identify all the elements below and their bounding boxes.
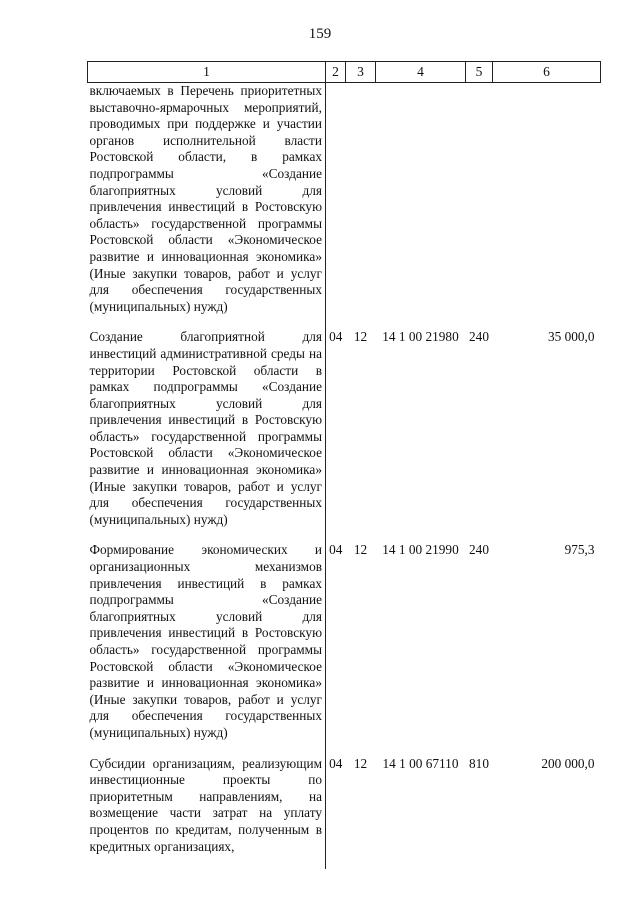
row-description: включаемых в Перечень приоритетных выставочно-ярмарочных мероприятий, проводимых при поддержке и участии органов исполнительной власти Ростовской области, в рамках подпрограммы «Создание благоприятных условий для привлечения инвестиций в Ростовскую область» государственной программы Ростовской области «Экономическое развитие и инновационная экономика» (Иные закупки товаров, работ и услуг для обеспечения государственных (муниципальных) нужд) xyxy=(88,83,326,330)
budget-table xyxy=(87,61,601,869)
row-subsection-code: 12 xyxy=(353,755,368,771)
row-section-code xyxy=(326,83,346,330)
row-target-article-code: 14 1 00 21990 xyxy=(382,542,459,558)
row-subsection-code: 12 xyxy=(353,542,368,558)
row-description: Формирование экономических и организационных механизмов привлечения инвестиций в рамках подпрограммы «Создание благоприятных условий для привлечения инвестиций в Ростовскую область» государственной программы Ростовской области «Экономическое развитие и инновационная экономика» (Иные закупки товаров, работ и услуг для обеспечения государственных (муниципальных) нужд) xyxy=(88,542,326,755)
row-amount: 975,3 xyxy=(564,542,595,558)
row-amount xyxy=(493,83,601,330)
row-target-article-code: 14 1 00 67110 xyxy=(382,755,459,771)
row-amount: 35 000,0 xyxy=(547,329,595,345)
column-header: 6 xyxy=(493,62,601,83)
row-expense-type-code: 240 xyxy=(469,542,489,558)
row-section-code: 04 xyxy=(329,329,343,345)
row-subsection-code xyxy=(346,83,376,330)
row-target-article-code xyxy=(376,83,466,330)
row-expense-type-code: 240 xyxy=(469,329,489,345)
column-header: 2 xyxy=(326,62,346,83)
table-row xyxy=(88,83,601,330)
row-subsection-code: 12 xyxy=(353,329,368,345)
table-row xyxy=(88,756,601,870)
row-expense-type-code: 810 xyxy=(469,755,489,771)
column-header: 4 xyxy=(376,62,466,83)
column-header: 3 xyxy=(346,62,376,83)
row-description: Субсидии организациям, реализующим инвестиционные проекты по приоритетным направлениям, на возмещение части затрат на уплату процентов по кредитам, полученным в кредитных организациях, xyxy=(88,756,326,870)
table-row xyxy=(88,542,601,755)
column-header: 5 xyxy=(466,62,493,83)
row-amount: 200 000,0 xyxy=(541,755,595,771)
row-target-article-code: 14 1 00 21980 xyxy=(382,329,459,345)
column-header: 1 xyxy=(88,62,326,83)
row-section-code: 04 xyxy=(329,542,343,558)
row-description: Создание благоприятной для инвестиций административной среды на территории Ростовской области в рамках подпрограммы «Создание благоприятных условий для привлечения инвестиций в Ростовскую область» государственной программы Ростовской области «Экономическое развитие и инновационная экономика» (Иные закупки товаров, работ и услуг для обеспечения государственных (муниципальных) нужд) xyxy=(88,329,326,542)
row-section-code: 04 xyxy=(329,755,343,771)
row-expense-type-code xyxy=(466,83,493,330)
page-number: 159 xyxy=(308,26,332,42)
table-row xyxy=(88,329,601,542)
table-header-row xyxy=(88,62,601,83)
